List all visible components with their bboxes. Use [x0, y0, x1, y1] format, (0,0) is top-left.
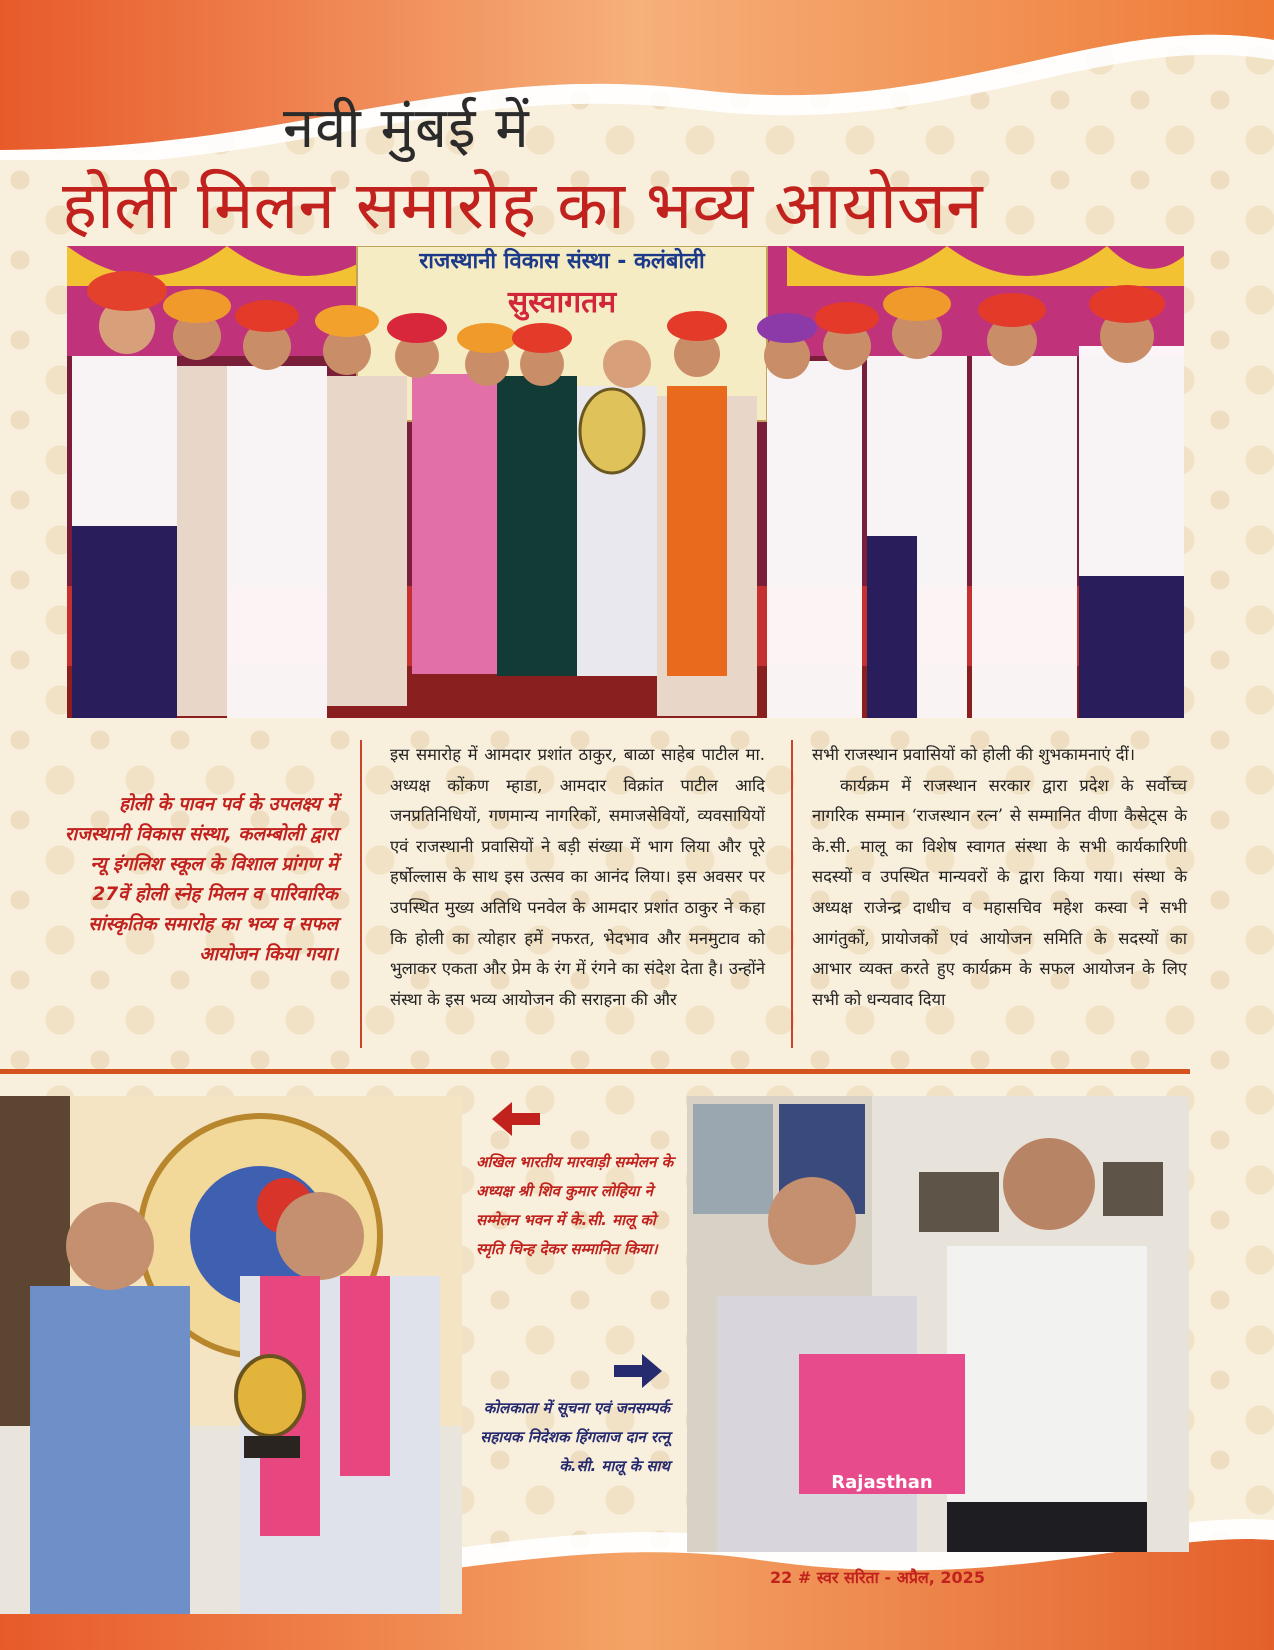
banner-welcome-text: सुस्वागतम: [507, 285, 617, 320]
article-column-2-para-1: सभी राजस्थान प्रवासियों को होली की शुभकामनाएं दीं।: [812, 745, 1136, 764]
column-divider-1: [360, 740, 362, 1048]
article-column-1: [390, 740, 765, 1015]
article-column-2: [812, 740, 1187, 1015]
award-photo-left: [0, 1096, 462, 1614]
banner-org-text: राजस्थानी विकास संस्था - कलंबोली: [419, 249, 705, 274]
section-divider: [0, 1069, 1190, 1074]
caption-left-photo: अखिल भारतीय मारवाड़ी सम्मेलन के अध्यक्ष श्री शिव कुमार लोहिया ने सम्मेलन भवन में के.सी. मालू को स्मृति चिन्ह देकर सम्मानित किया।: [476, 1153, 674, 1258]
page-footer: 22 # स्वर सरिता - अप्रैल, 2025: [770, 1568, 985, 1587]
headline-line-2: होली मिलन समारोह का भव्य आयोजन: [62, 167, 983, 244]
group-photo: [67, 246, 1184, 718]
column-divider-2: [791, 740, 793, 1048]
headline-line-1: नवी मुंबई में: [283, 96, 530, 161]
top-wave-decoration: [0, 0, 1274, 160]
article-column-1-text: इस समारोह में आमदार प्रशांत ठाकुर, बाळा साहेब पाटील मा. अध्यक्ष कोंकण म्हाडा, आमदार विक्रांत पाटील आदि जनप्रतिनिधियों, गणमान्य नागरिकों, समाजसेवियों, व्यवसायियों एवं राजस्थानी प्रवासियों ने बड़ी संख्या में भाग लिया और पूरे हर्षोल्लास के साथ इस उत्सव का आनंद लिया। इस अवसर पर उपस्थित मुख्य अतिथि पनवेल के आमदार प्रशांत ठाकुर ने कहा कि होली का त्योहार हमें नफरत, भेदभाव और मनमुटाव को भुलाकर एकता और प्रेम के रंग में रंगने का संदेश देता है। उन्होंने संस्था के इस भव्य आयोजन की सराहना की और: [390, 745, 765, 1009]
intro-highlight: होली के पावन पर्व के उपलक्ष्य में राजस्थानी विकास संस्था, कलम्बोली द्वारा न्यू इंगलिश स्कूल के विशाल प्रांगण में 27वें होली स्नेह मिलन व पारिवारिक सांस्कृतिक समारोह का भव्य व सफल आयोजन किया गया।: [64, 794, 338, 965]
article-column-2-para-2: कार्यक्रम में राजस्थान सरकार द्वारा प्रदेश के सर्वोच्च नागरिक सम्मान ‘राजस्थान रत्न’ से सम्मानित वीणा कैसेट्स के के.सी. मालू का विशेष स्वागत संस्था के सभी कार्यकारिणी सदस्यों व उपस्थित मान्यवरों के द्वारा किया गया। संस्था के अध्यक्ष राजेन्द्र दाधीच व महासचिव महेश कस्वा ने सभी आगंतुकों, प्रायोजकों एवं आयोजन समिति के सदस्यों का आभार व्यक्त करते हुए कार्यक्रम के सफल आयोजन के लिए सभी को धन्यवाद दिया: [812, 775, 1187, 1009]
arrow-right-icon: [614, 1354, 662, 1388]
arrow-left-icon: [492, 1102, 540, 1136]
meeting-photo-right: [687, 1096, 1189, 1552]
caption-right-photo: कोलकाता में सूचना एवं जनसम्पर्क सहायक निदेशक हिंगलाज दान रत्नू के.सी. मालू के साथ: [480, 1399, 670, 1475]
book-title-text: Rajasthan: [831, 1472, 933, 1493]
